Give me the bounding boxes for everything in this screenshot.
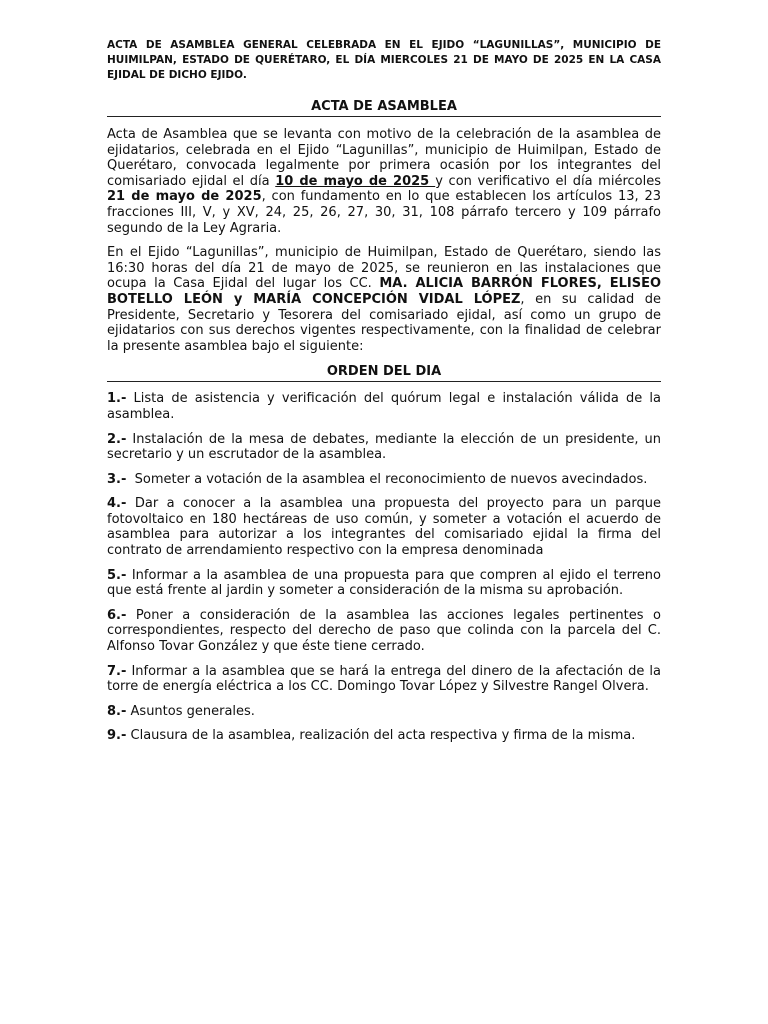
agenda-item [107, 568, 661, 599]
agenda-item [107, 432, 661, 463]
agenda-item-number: 4.- [107, 496, 127, 512]
agenda-item-text: Informar a la asamblea que se hará la entrega del dinero de la afectación de la torre de energía eléctrica a los CC. Domingo Tovar López y Silvestre Rangel Olvera. [107, 663, 661, 695]
agenda-title: ORDEN DEL DIA [107, 364, 661, 382]
assembly-date: 21 de mayo de 2025 [107, 189, 262, 205]
document-header: ACTA DE ASAMBLEA GENERAL CELEBRADA EN EL EJIDO “LAGUNILLAS”, MUNICIPIO DE HUIMILPAN, ESTADO DE QUERÉTARO, EL DÍA MIERCOLES 21 DE MAYO DE 2025 EN LA CASA EJIDAL DE DICHO EJIDO. [107, 39, 661, 81]
agenda-item [107, 472, 661, 488]
agenda-item-text: Instalación de la mesa de debates, mediante la elección de un presidente, un secretario y un escrutador de la asamblea. [107, 431, 661, 463]
agenda-item-text: Someter a votación de la asamblea el reconocimiento de nuevos avecindados. [126, 471, 648, 487]
agenda-item-number: 3.- [107, 471, 127, 487]
officer-names: MA. ALICIA BARRÓN FLORES, ELISEO BOTELLO LEÓN y MARÍA CONCEPCIÓN VIDAL LÓPEZ [107, 276, 661, 307]
agenda-item-number: 5.- [107, 567, 127, 583]
document-page [107, 38, 661, 744]
agenda-item [107, 728, 661, 744]
convocation-date: 10 de mayo de 2025 [275, 173, 436, 189]
intro-paragraph [107, 127, 661, 236]
agenda-item [107, 664, 661, 695]
document-title: ACTA DE ASAMBLEA [107, 99, 661, 117]
agenda-item-number: 7.- [107, 663, 127, 679]
agenda-item-text: Dar a conocer a la asamblea una propuesta del proyecto para un parque fotovoltaico en 180 hectáreas de uso común, y someter a votación el acuerdo de asamblea para autorizar a los integrantes del comisariado ejidal la firma del contrato de arrendamiento respectivo con la empresa denominada [107, 496, 661, 559]
agenda-item-number: 1.- [107, 391, 127, 407]
agenda-item [107, 391, 661, 422]
agenda-item [107, 608, 661, 655]
agenda-item [107, 704, 661, 720]
intro-text-1: Acta de Asamblea que se levanta con motivo de la celebración de la asamblea de ejidatarios, celebrada en el Ejido “Lagunillas”, municipio de Huimilpan, Estado de Querétaro, convocada legalmente por primera ocasión por los integrantes del comisariado ejidal el día [107, 127, 661, 189]
agenda-item-text: Lista de asistencia y verificación del quórum legal e instalación válida de la asamblea. [107, 391, 661, 422]
agenda-item-text: Informar a la asamblea de una propuesta para que compren al ejido el terreno que está frente al jardin y someter a consideración de la misma su aprobación. [107, 567, 661, 599]
meeting-paragraph [107, 245, 661, 354]
agenda-item-number: 9.- [107, 728, 127, 744]
agenda-item-number: 8.- [107, 703, 127, 719]
meeting-text-2: , en su calidad de Presidente, Secretario y Tesorera del comisariado ejidal, así como un grupo de ejidatarios con sus derechos vigentes respectivamente, con la finalidad de celebrar la presente asamblea bajo el siguiente: [107, 291, 661, 354]
agenda-item-number: 2.- [107, 431, 127, 447]
agenda-item-text: Poner a consideración de la asamblea las acciones legales pertinentes o correspondientes, respecto del derecho de paso que colinda con la parcela del C. Alfonso Tovar González y que éste tiene cerrado. [107, 607, 661, 655]
agenda-item [107, 496, 661, 558]
agenda-list [107, 391, 661, 744]
agenda-item-text: Asuntos generales. [126, 703, 255, 719]
meeting-text-1: En el Ejido “Lagunillas”, municipio de Huimilpan, Estado de Querétaro, siendo las 16:30 horas del día 21 de mayo de 2025, se reunieron en las instalaciones que ocupa la Casa Ejidal del lugar los CC. [107, 245, 661, 292]
agenda-item-number: 6.- [107, 607, 127, 623]
agenda-item-text: Clausura de la asamblea, realización del acta respectiva y firma de la misma. [126, 728, 636, 744]
intro-text-3: , con fundamento en lo que establecen los artículos 13, 23 fracciones III, V, y XV, 24, 25, 26, 27, 30, 31, 108 párrafo tercero y 109 párrafo segundo de la Ley Agraria. [107, 189, 661, 236]
intro-text-2: y con verificativo el día miércoles [435, 173, 661, 189]
